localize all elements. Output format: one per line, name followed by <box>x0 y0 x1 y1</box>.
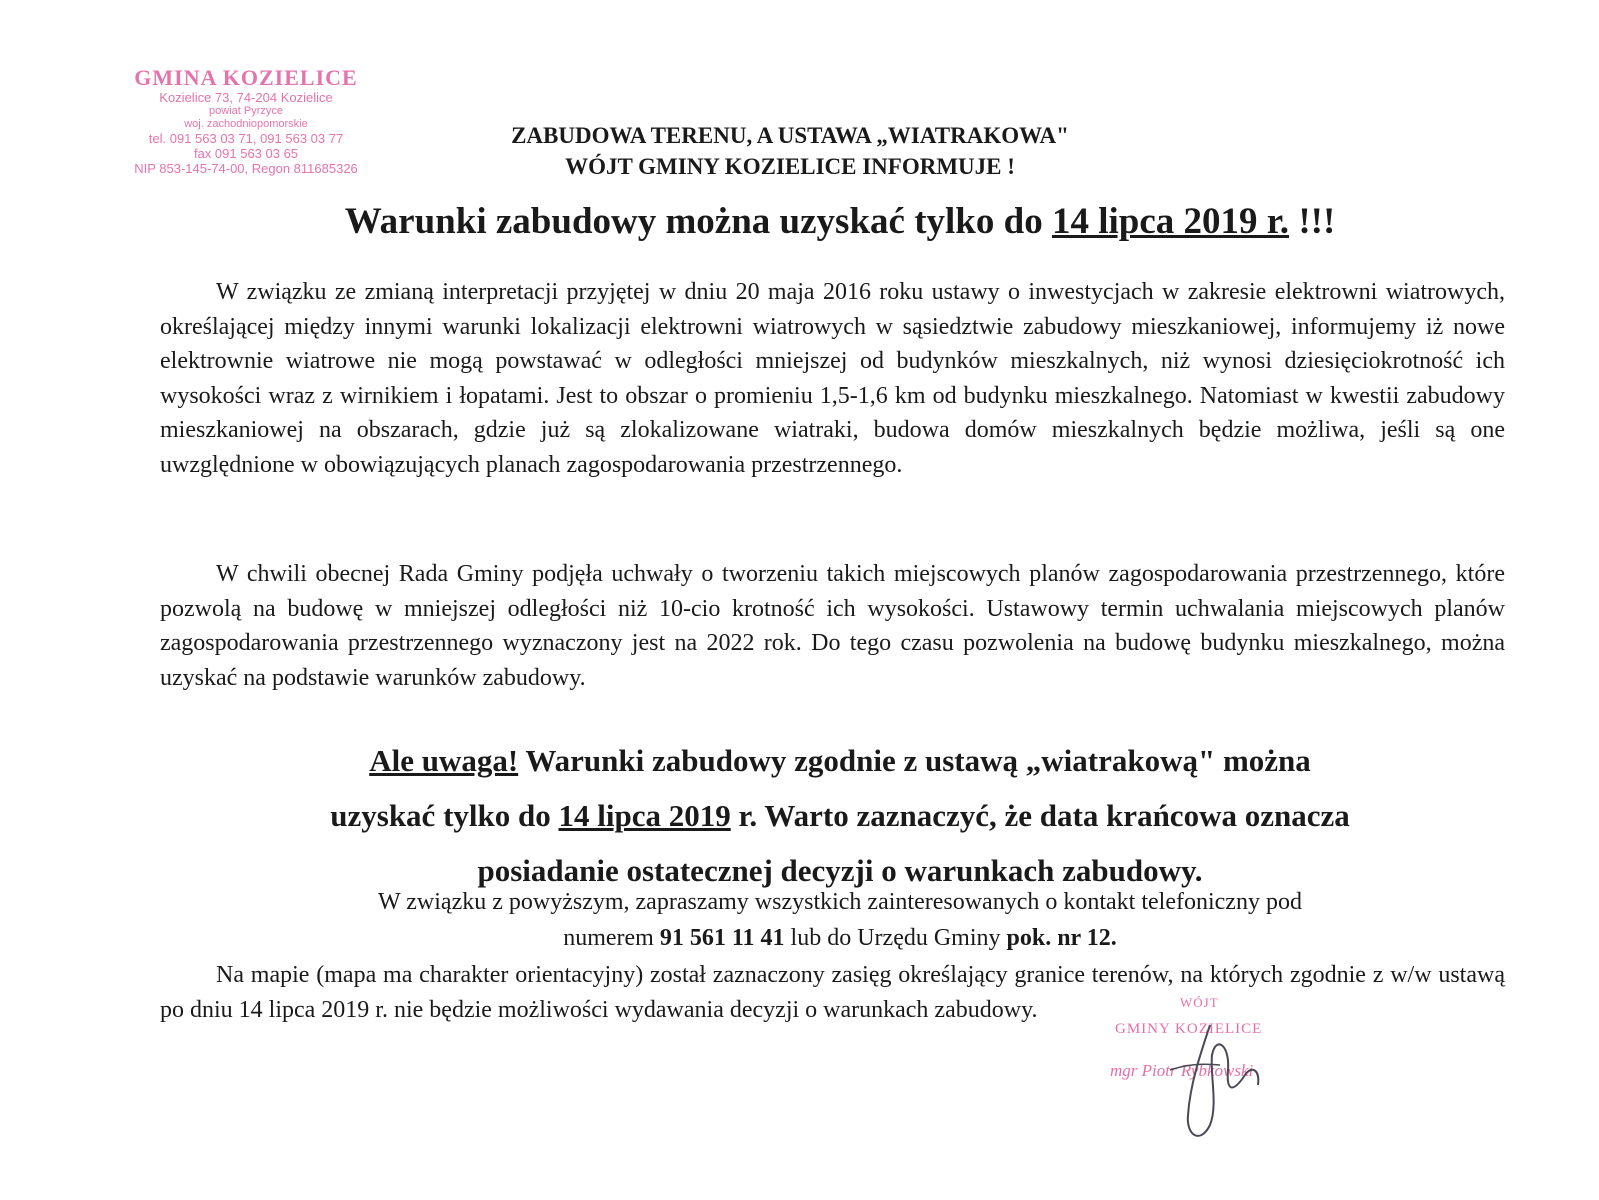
contact-phone: 91 561 11 41 <box>659 925 785 951</box>
stamp-name: GMINA KOZIELICE <box>134 65 358 90</box>
stamp-ids: NIP 853-145-74-00, Regon 811685326 <box>134 161 358 176</box>
warning-date: 14 lipca 2019 <box>558 798 731 833</box>
header-line-1: ZABUDOWA TERENU, A USTAWA „WIATRAKOWA" <box>511 123 1069 148</box>
stamp-phone: tel. 091 563 03 71, 091 563 03 77 <box>148 131 344 146</box>
contact-prefix: numerem <box>563 925 660 951</box>
stamp-voivodeship: woj. zachodniopomorskie <box>184 118 308 130</box>
handwritten-signature-icon <box>1140 1015 1290 1150</box>
headline <box>100 200 1580 244</box>
signature-office: GMINY KOZIELICE <box>1115 1021 1263 1037</box>
contact-line-2 <box>100 920 1580 956</box>
warning-text-2-before: uzyskać tylko do <box>330 798 559 833</box>
stamp-address: Kozielice 73, 74-204 Kozielice <box>159 90 333 105</box>
warning-block <box>100 733 1580 898</box>
warning-line-1 <box>100 733 1580 788</box>
stamp-fax: fax 091 563 03 65 <box>193 146 299 161</box>
paragraph-3-text: Na mapie (mapa ma charakter orientacyjny) został zaznaczony zasięg określający granice terenów, na których zgodnie z w/w ustawą po dniu 14 lipca 2019 r. nie będzie możliwości wydawania decyzji o warunkach zabudowy. <box>160 962 1505 1023</box>
document-header <box>420 120 1160 182</box>
header-line-2: WÓJT GMINY KOZIELICE INFORMUJE ! <box>565 154 1015 179</box>
headline-before: Warunki zabudowy można uzyskać tylko do <box>344 201 1052 242</box>
paragraph-1 <box>160 275 1505 482</box>
contact-middle: lub do Urzędu Gminy <box>784 925 1007 951</box>
contact-line-1: W związku z powyższym, zapraszamy wszystkich zainteresowanych o kontakt telefoniczny pod <box>378 889 1302 915</box>
stamp-county: powiat Pyrzyce <box>209 105 283 117</box>
contact-block <box>100 884 1580 956</box>
paragraph-1-text: W związku ze zmianą interpretacji przyjętej w dniu 20 maja 2016 roku ustawy o inwestycjach w zakresie elektrowni wiatrowych, określającej między innymi warunki lokalizacji elektrowni wiatrowych w sąsiedztwie zabudowy mieszkaniowej, informujemy iż nowe elektrownie wiatrowe nie mogą powstawać w odległości mniejszej od budynków mieszkalnych, niż wynosi dziesięciokrotność ich wysokości wraz z wirnikiem i łopatami. Jest to obszar o promieniu 1,5-1,6 km od budynku mieszkalnego. Natomiast w kwestii zabudowy mieszkaniowej na obszarach, gdzie już są zlokalizowane wiatraki, budowa domów mieszkalnych będzie możliwa, jeśli są one uwzględnione w obowiązujących planach zagospodarowania przestrzennego. <box>160 279 1505 478</box>
warning-text-2-after: r. Warto zaznaczyć, że data krańcowa oznacza <box>730 798 1350 833</box>
paragraph-3 <box>160 958 1505 1027</box>
warning-text-1: Warunki zabudowy zgodnie z ustawą „wiatrakową" można <box>518 743 1311 778</box>
municipality-stamp <box>96 66 396 176</box>
contact-room: pok. nr 12. <box>1006 925 1117 951</box>
warning-label: Ale uwaga! <box>369 743 519 778</box>
paragraph-2 <box>160 557 1505 695</box>
signature-name: mgr Piotr Rybkowski <box>1110 1061 1254 1080</box>
headline-date: 14 lipca 2019 r. <box>1051 201 1290 242</box>
signature-title: WÓJT <box>1180 995 1219 1010</box>
headline-after: !!! <box>1289 201 1336 242</box>
paragraph-2-text: W chwili obecnej Rada Gminy podjęła uchwały o tworzeniu takich miejscowych planów zagospodarowania przestrzennego, które pozwolą na budowę w mniejszej odległości niż 10-cio krotność ich wysokości. Ustawowy termin uchwalania miejscowych planów zagospodarowania przestrzennego wyznaczony jest na 2022 rok. Do tego czasu pozwolenia na budowę budynku mieszkalnego, można uzyskać na podstawie warunków zabudowy. <box>160 561 1505 691</box>
warning-line-2 <box>100 788 1580 843</box>
warning-line-3: posiadanie ostatecznej decyzji o warunkach zabudowy. <box>477 853 1203 888</box>
